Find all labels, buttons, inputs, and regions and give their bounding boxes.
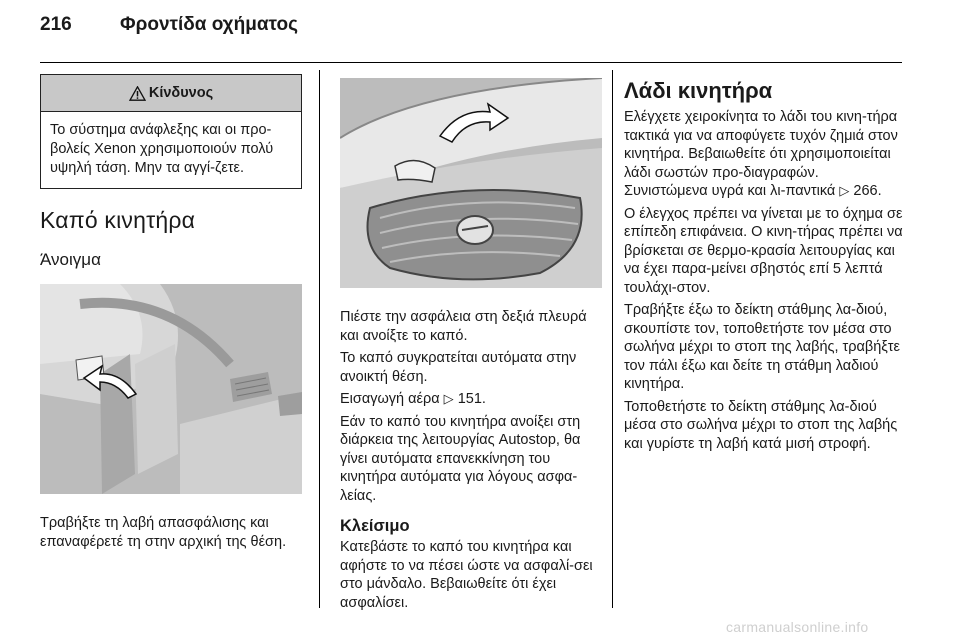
air-intake-label: Εισαγωγή αέρα [340, 391, 440, 407]
hood-opening-illustration [340, 78, 602, 288]
column-left [40, 74, 302, 555]
release-instruction: Τραβήξτε τη λαβή απασφάλισης και επαναφέρετέ τη στην αρχική της θέση. [40, 515, 287, 550]
column-middle [340, 74, 602, 616]
hood-latch-instruction: Πιέστε την ασφάλεια στη δεξιά πλευρά και ανοίξτε το καπό. [340, 309, 587, 344]
page-number: 216 [40, 14, 72, 35]
reference-arrow-icon: ▷ [443, 391, 454, 406]
hood-auto-hold-text: Το καπό συγκρατείται αυτόματα στην ανοικτή θέση. [340, 350, 577, 385]
air-intake-reference [340, 390, 602, 409]
engine-oil-heading: Λάδι κινητήρα [624, 78, 773, 103]
oil-intro-page-ref: 266. [853, 183, 882, 199]
oil-dipstick-check: Τραβήξτε έξω το δείκτη στάθμης λα-διού, σκουπίστε τον, τοποθετήστε τον μέσα στο σωλήνα μέχρι το στοπ της λαβής, τραβήξτε τον πάλι έξω και δείτε τη στάθμη λαδιού κινητήρα. [624, 302, 900, 392]
warning-triangle-icon [129, 86, 146, 101]
autostop-note: Εάν το καπό του κινητήρα ανοίξει στη διάρκεια της λειτουργίας Autostop, θα γίνει αυτόματα επανεκκίνηση του κινητήρα αυτόματα για λόγους ασφα-λείας. [340, 413, 581, 504]
column-divider [319, 70, 320, 608]
oil-check-conditions: Ο έλεγχος πρέπει να γίνεται με το όχημα σε επίπεδη επιφάνεια. Ο κινη-τήρας πρέπει να βρίσκεται σε θερμο-κρασία λειτουργίας και να έχει παρα-μείνει σβηστός επί 5 λεπτά τουλάχι-στον. [624, 205, 903, 296]
danger-warning-box [40, 74, 302, 189]
section-title: Φροντίδα οχήματος [120, 14, 298, 35]
oil-intro-text: Ελέγχετε χειροκίνητα το λάδι του κινη-τήρα τακτικά για να αποφύγετε τυχόν ζημιά στον κινητήρα. Βεβαιωθείτε ότι χρησιμοποιείται λάδι σωστών προ-διαγραφών. Συνιστώμενα υγρά και λι-παντικά [624, 109, 898, 199]
closing-heading: Κλείσιμο [340, 517, 410, 535]
header-rule [40, 62, 902, 63]
closing-instruction: Κατεβάστε το καπό του κινητήρα και αφήστε το να πέσει ώστε να ασφαλί-σει στο μάνδαλο. Βεβαιωθείτε ότι έχει ασφαλίσει. [340, 539, 593, 611]
hood-release-lever-illustration [40, 284, 302, 494]
warning-title: Κίνδυνος [148, 85, 214, 101]
hood-heading: Καπό κινητήρα [40, 207, 196, 233]
column-divider [612, 70, 613, 608]
watermark: carmanualsonline.info [726, 619, 869, 635]
air-intake-page-ref: 151. [457, 391, 486, 407]
warning-text: Το σύστημα ανάφλεξης και οι προ-βολείς Xenon χρησιμοποιούν πολύ υψηλή τάση. Μην τα αγγί-ζετε. [50, 122, 274, 176]
oil-intro [624, 108, 904, 201]
opening-heading: Άνοιγμα [40, 250, 101, 269]
column-right [624, 74, 904, 457]
page-header [40, 14, 902, 48]
oil-dipstick-reinsert: Τοποθετήστε το δείκτη στάθμης λα-διού μέσα στο σωλήνα μέχρι το στοπ της λαβής και γυρίστε τη λαβή κατά μισή στροφή. [624, 398, 898, 452]
reference-arrow-icon: ▷ [839, 183, 850, 198]
warning-header [41, 75, 301, 112]
